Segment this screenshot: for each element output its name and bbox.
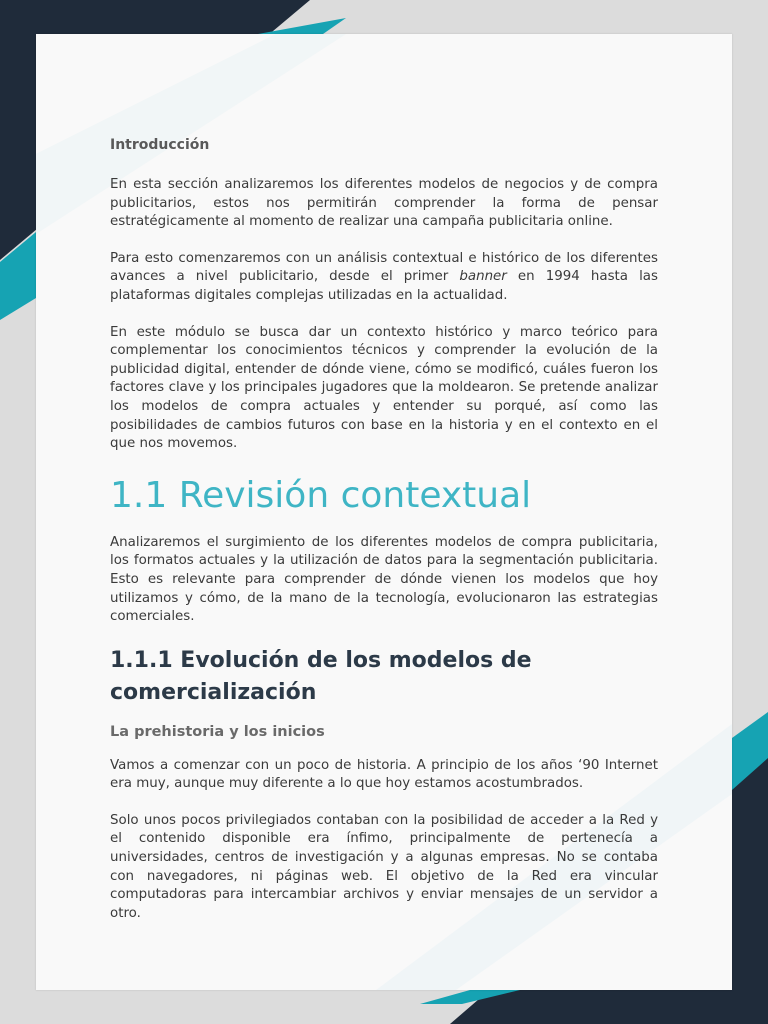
intro-paragraph-2-before: Para esto comenzaremos con un análisis contextual e histórico de los diferentes avances a nivel publicitario, desde el primer bbox=[110, 250, 658, 285]
intro-paragraph-1: En esta sección analizaremos los diferentes modelos de negocios y de compra publicitarios, estos nos permitirán comprender la forma de pensar estratégicamente al momento de realizar una campaña publicitaria online. bbox=[110, 177, 658, 230]
section-paragraph: Analizaremos el surgimiento de los diferentes modelos de compra publicitaria, los formatos actuales y la utilización de datos para la segmentación publicitaria. Esto es relevante para comprender de dónde vienen los modelos que hoy utilizamos y cómo, de la mano de la tecnología, evolucionaron las estrategias comerciales. bbox=[110, 534, 658, 625]
history-paragraph-1: Vamos a comenzar con un poco de historia. A principio de los años ‘90 Internet era muy, aunque muy diferente a lo que hoy estamos acostumbrados. bbox=[110, 757, 658, 792]
section-heading: 1.1 Revisión contextual bbox=[110, 474, 532, 516]
intro-paragraph-3: En este módulo se busca dar un contexto histórico y marco teórico para complementar los conocimientos técnicos y comprender la evolución de la publicidad digital, entender de dónde viene, cómo se modificó, cuáles fueron los factores clave y los principales jugadores que la moldearon. Se pretende analizar los modelos de compra actuales y entender su porqué, así como las posibilidades de cambios futuros con base en la historia y en el contexto en el que nos movemos. bbox=[110, 324, 658, 452]
intro-paragraph-2 bbox=[110, 250, 658, 306]
intro-paragraph-2-after: en 1994 hasta las plataformas digitales complejas utilizadas en la actualidad. bbox=[110, 269, 658, 303]
document-page bbox=[36, 34, 732, 990]
document-content bbox=[110, 134, 658, 941]
history-paragraph-2: Solo unos pocos privilegiados contaban con la posibilidad de acceder a la Red y el contenido disponible era ínfimo, principalmente de pertenecía a universidades, centros de investigación y a algunas empresas. No se contaba con navegadores, ni páginas web. El objetivo de la Red era vincular computadoras para intercambiar archivos y enviar mensajes de un servidor a otro. bbox=[110, 812, 658, 921]
intro-title: Introducción bbox=[110, 137, 210, 153]
banner-emphasis: banner bbox=[459, 269, 507, 285]
minor-heading: La prehistoria y los inicios bbox=[110, 723, 325, 740]
subsection-heading: 1.1.1 Evolución de los modelos de comercialización bbox=[110, 647, 532, 705]
